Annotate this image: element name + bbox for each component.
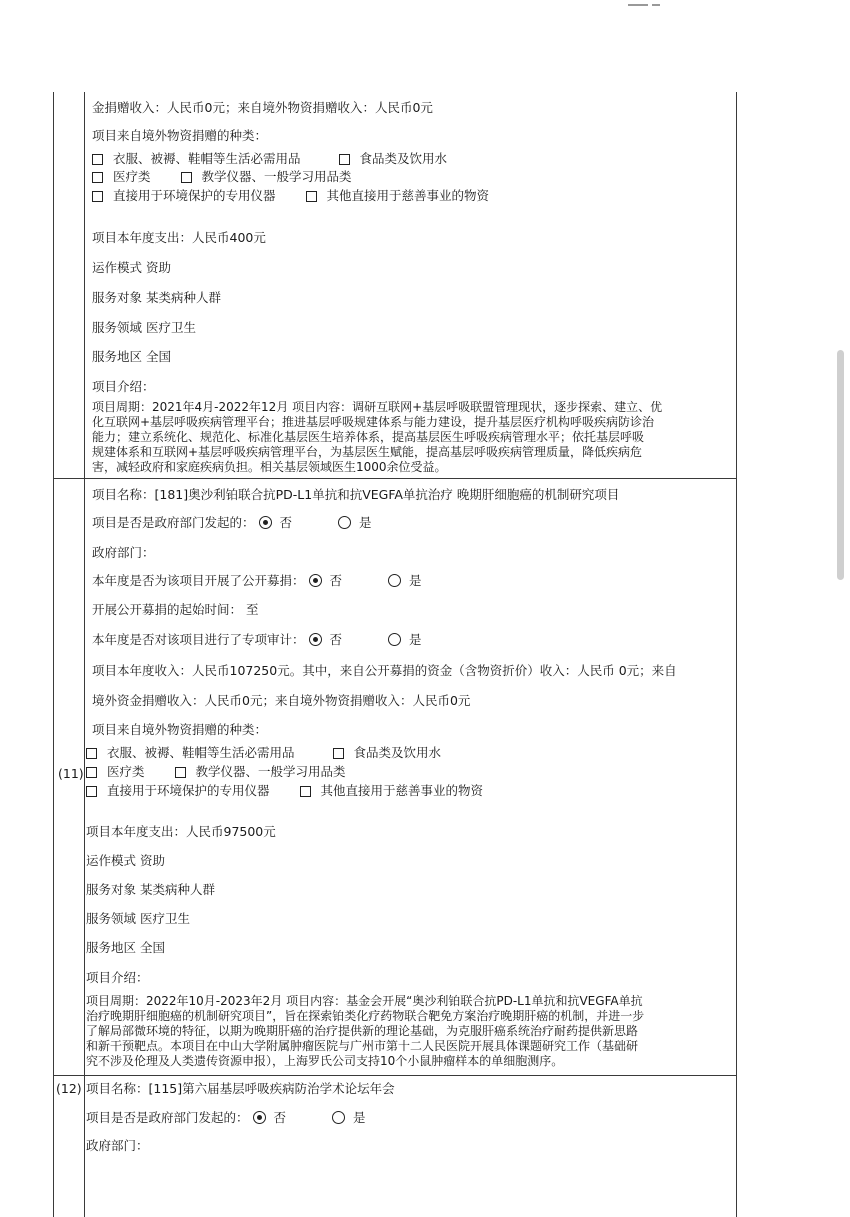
intro-label: 项目介绍： (86, 970, 149, 985)
scan-mark (628, 4, 648, 6)
radio-yes[interactable] (388, 574, 401, 587)
goods-label: 医疗类 (113, 169, 151, 184)
option-label: 否 (279, 515, 293, 530)
operation-mode: 运作模式 资助 (92, 260, 171, 275)
option-label: 是 (358, 515, 372, 530)
question-label: 项目是否是政府部门发起的： (86, 1110, 249, 1125)
annual-expense: 项目本年度支出：人民币400元 (92, 230, 266, 245)
goods-title: 项目来自境外物资捐赠的种类： (92, 128, 268, 143)
scan-mark (652, 4, 660, 6)
goods-label: 其他直接用于慈善事业的物资 (320, 783, 484, 798)
question-label: 本年度是否为该项目开展了公开募捐： (92, 573, 305, 588)
radio-no[interactable] (309, 633, 322, 646)
checkbox[interactable] (306, 191, 317, 202)
radio-yes[interactable] (332, 1111, 345, 1124)
annual-income: 项目本年度收入：人民币107250元。其中，来自公开募捐的资金（含物资折价）收入：人民币 0元；来自 (92, 663, 677, 678)
row-divider (53, 478, 737, 479)
project-name: 项目名称：[181]奥沙利铂联合抗PD-L1单抗和抗VEGFA单抗治疗 晚期肝细胞癌的机制研究项目 (92, 487, 620, 502)
checkbox[interactable] (181, 172, 192, 183)
checkbox[interactable] (333, 748, 344, 759)
checkbox[interactable] (86, 786, 97, 797)
service-field: 服务领域 医疗卫生 (92, 320, 196, 335)
intro-line: 项目周期：2021年4月-2022年12月 项目内容：调研互联网+基层呼吸联盟管理现状，逐步探索、建立、优 (92, 400, 663, 414)
radio-no[interactable] (259, 516, 272, 529)
option-label: 否 (273, 1110, 287, 1125)
goods-title: 项目来自境外物资捐赠的种类： (92, 722, 268, 737)
radio-yes[interactable] (338, 516, 351, 529)
goods-label: 直接用于环境保护的专用仪器 (107, 783, 270, 798)
fundraising-start: 开展公开募捐的起始时间： 至 (92, 602, 259, 617)
goods-label: 教学仪器、一般学习用品类 (201, 169, 352, 184)
audit-row (92, 632, 422, 648)
service-region: 服务地区 全国 (86, 940, 165, 955)
radio-yes[interactable] (388, 633, 401, 646)
checkbox[interactable] (92, 172, 103, 183)
gov-initiated-row (92, 515, 372, 531)
row-number: (11) (58, 766, 84, 781)
project-name: 项目名称：[115]第六届基层呼吸疾病防治学术论坛年会 (86, 1081, 395, 1096)
gov-dept-label: 政府部门： (92, 545, 155, 560)
intro-line: 规建体系和互联网+基层呼吸疾病管理平台，为基层医生赋能，提高基层呼吸疾病管理质量，降低疾病危 (92, 445, 643, 459)
goods-label: 衣服、被褥、鞋帽等生活必需用品 (113, 151, 301, 166)
checkbox[interactable] (175, 767, 186, 778)
annual-expense: 项目本年度支出：人民币97500元 (86, 824, 276, 839)
goods-row (92, 188, 489, 204)
option-label: 是 (408, 573, 422, 588)
radio-no[interactable] (253, 1111, 266, 1124)
service-region: 服务地区 全国 (92, 349, 171, 364)
table-left-border (53, 92, 54, 1217)
row-number: (12) (56, 1081, 82, 1096)
question-label: 项目是否是政府部门发起的： (92, 515, 255, 530)
goods-label: 食品类及饮用水 (353, 745, 442, 760)
row-divider (53, 1075, 737, 1076)
option-label: 是 (352, 1110, 366, 1125)
income-continuation: 金捐赠收入：人民币0元；来自境外物资捐赠收入：人民币0元 (92, 100, 433, 115)
checkbox[interactable] (300, 786, 311, 797)
goods-label: 食品类及饮用水 (359, 151, 448, 166)
intro-line: 能力；建立系统化、规范化、标准化基层医生培养体系，提高基层医生呼吸疾病管理水平；依托基层呼吸 (92, 430, 645, 444)
radio-no[interactable] (309, 574, 322, 587)
table-num-column-border (84, 92, 85, 1217)
goods-label: 直接用于环境保护的专用仪器 (113, 188, 276, 203)
checkbox[interactable] (92, 154, 103, 165)
goods-label: 其他直接用于慈善事业的物资 (326, 188, 490, 203)
goods-label: 衣服、被褥、鞋帽等生活必需用品 (107, 745, 295, 760)
option-label: 是 (408, 632, 422, 647)
checkbox[interactable] (92, 191, 103, 202)
goods-row (92, 169, 352, 185)
checkbox[interactable] (86, 767, 97, 778)
scrollbar[interactable] (837, 350, 844, 580)
intro-label: 项目介绍： (92, 379, 155, 394)
option-label: 否 (329, 632, 343, 647)
goods-row (86, 745, 441, 761)
gov-dept-label: 政府部门： (86, 1138, 149, 1153)
annual-income-cont: 境外资金捐赠收入：人民币0元；来自境外物资捐赠收入：人民币0元 (92, 693, 471, 708)
intro-line: 了解局部微环境的特征，以期为晚期肝癌的治疗提供新的理论基础，为克服肝癌系统治疗耐药提供新思路 (86, 1024, 639, 1038)
intro-line: 化互联网+基层呼吸疾病管理平台；推进基层呼吸规建体系与能力建设，提升基层医疗机构呼吸疾病防诊治 (92, 415, 655, 429)
option-label: 否 (329, 573, 343, 588)
goods-label: 教学仪器、一般学习用品类 (195, 764, 346, 779)
intro-line: 和新干预靶点。本项目在中山大学附属肿瘤医院与广州市第十二人民医院开展具体课题研究工作（基础研 (86, 1039, 639, 1053)
checkbox[interactable] (339, 154, 350, 165)
goods-row (92, 151, 447, 167)
service-target: 服务对象 某类病种人群 (92, 290, 221, 305)
intro-line: 治疗晚期肝细胞癌的机制研究项目”，旨在探索铂类化疗药物联合靶免方案治疗晚期肝癌的机制，并进一步 (86, 1009, 645, 1023)
intro-line: 害，减轻政府和家庭疾病负担。相关基层领域医生1000余位受益。 (92, 460, 447, 474)
operation-mode: 运作模式 资助 (86, 853, 165, 868)
question-label: 本年度是否对该项目进行了专项审计： (92, 632, 305, 647)
checkbox[interactable] (86, 748, 97, 759)
goods-row (86, 783, 483, 799)
service-field: 服务领域 医疗卫生 (86, 911, 190, 926)
goods-row (86, 764, 346, 780)
service-target: 服务对象 某类病种人群 (86, 882, 215, 897)
table-right-border (736, 92, 737, 1217)
gov-initiated-row (86, 1110, 366, 1126)
intro-line: 究不涉及伦理及人类遗传资源申报），上海罗氏公司支持10个小鼠肿瘤样本的单细胞测序。 (86, 1054, 564, 1068)
intro-line: 项目周期：2022年10月-2023年2月 项目内容：基金会开展“奥沙利铂联合抗PD-L1单抗和抗VEGFA单抗 (86, 994, 643, 1008)
fundraising-row (92, 573, 422, 589)
goods-label: 医疗类 (107, 764, 145, 779)
